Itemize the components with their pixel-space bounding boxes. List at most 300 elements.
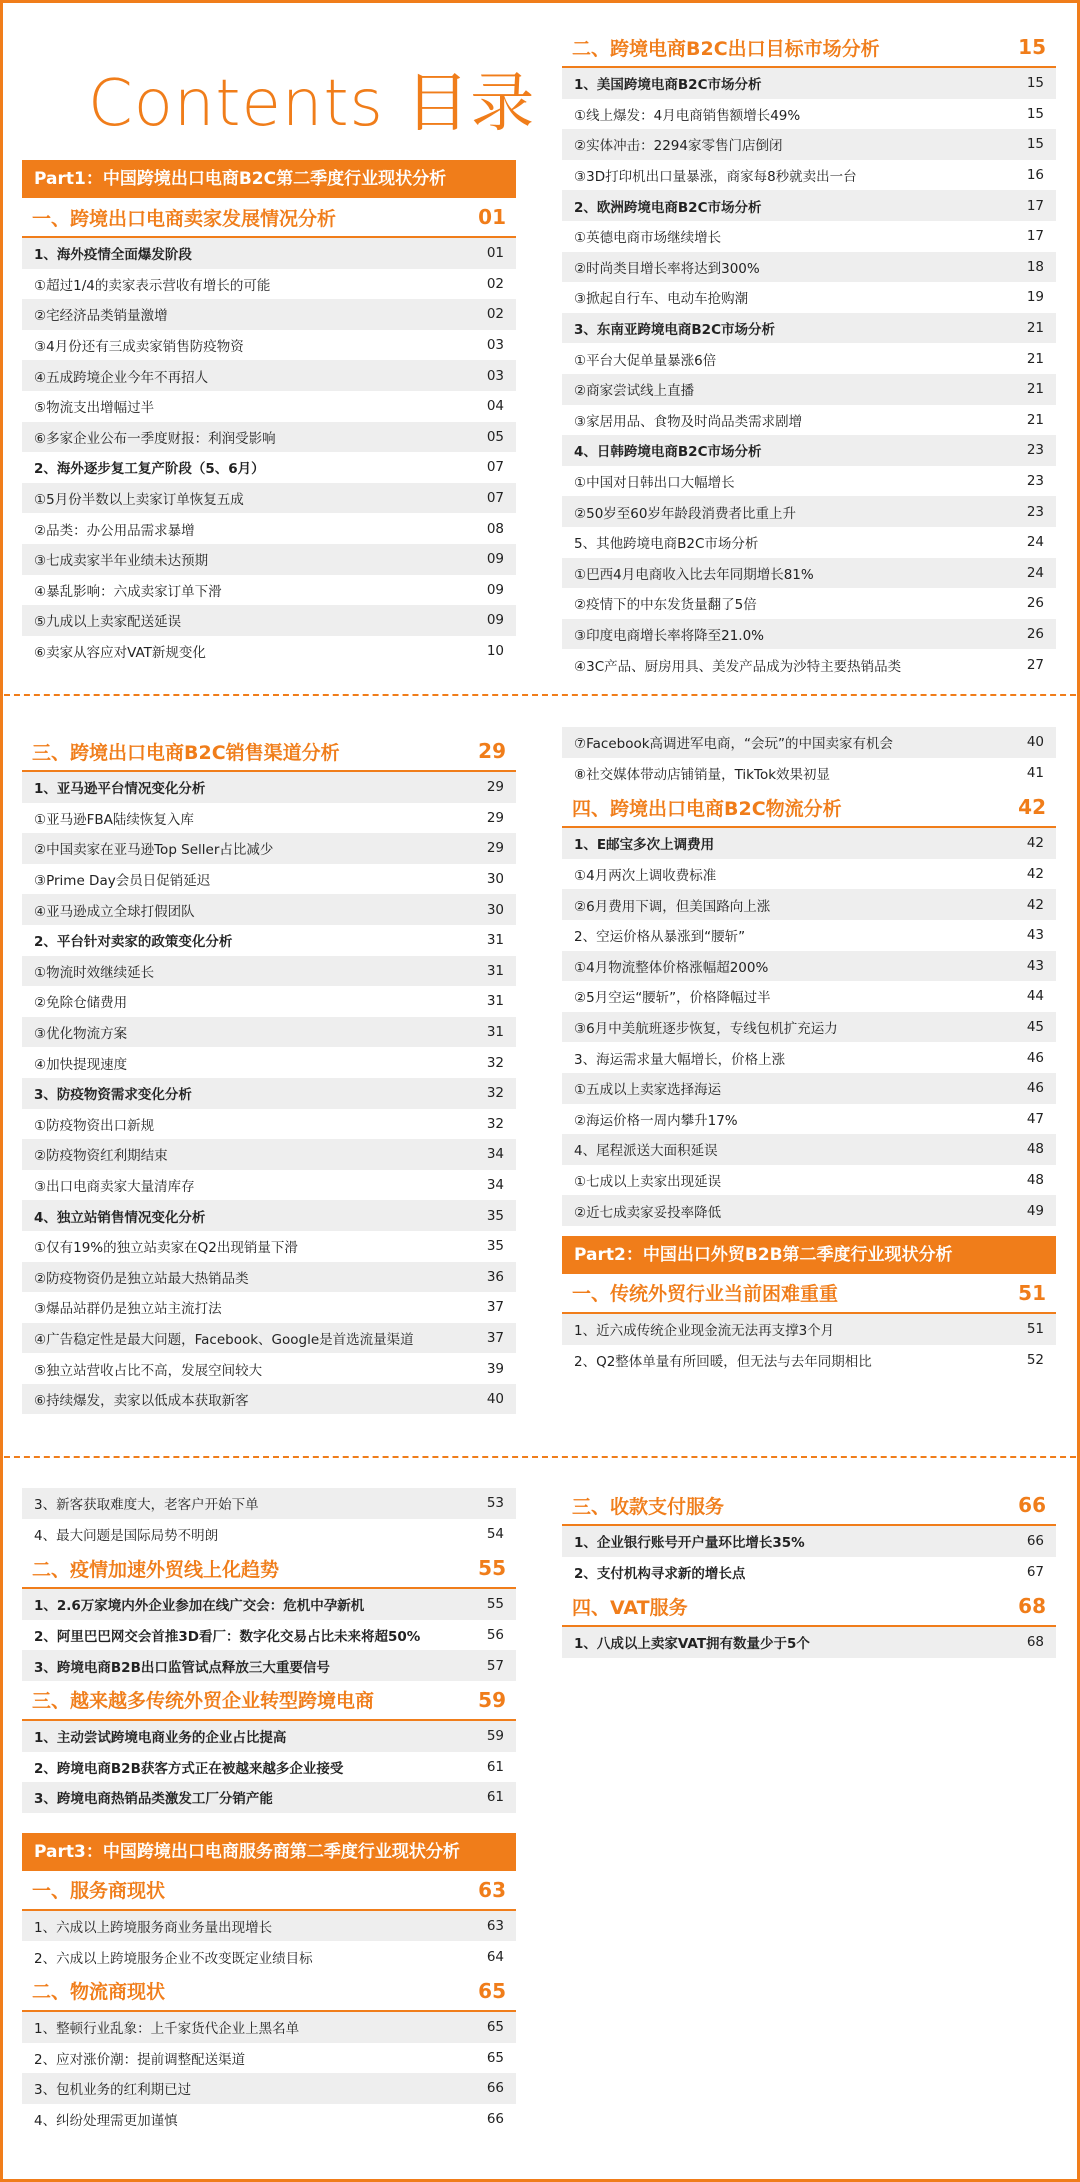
toc-entry-list	[22, 238, 516, 666]
toc-entry-title: 1、2.6万家境内外企业参加在线广交会：危机中孕新机	[34, 1598, 365, 1615]
toc-entry-title: ①4月两次上调收费标准	[574, 868, 717, 885]
toc-entry-page: 29	[486, 779, 504, 796]
section-title: 三、越来越多传统外贸企业转型跨境电商	[32, 1690, 375, 1713]
section-divider	[4, 694, 1076, 696]
toc-entry-page: 21	[1026, 381, 1044, 398]
toc-entry[interactable]	[562, 889, 1056, 920]
section-page-number: 68	[1018, 1594, 1046, 1619]
toc-entry-title: 2、阿里巴巴网交会首推3D看厂：数字化交易占比未来将超50%	[34, 1629, 421, 1646]
toc-entry-title: ②宅经济品类销量激增	[34, 308, 168, 325]
toc-entry-page: 66	[486, 2111, 504, 2128]
toc-entry[interactable]	[22, 238, 516, 269]
section-page-number: 01	[478, 205, 506, 229]
toc-entry-title: ③出口电商卖家大量清库存	[34, 1179, 195, 1196]
toc-entry-title: ⑥卖家从容应对VAT新规变化	[34, 645, 206, 662]
section-title: 三、跨境出口电商B2C销售渠道分析	[32, 741, 340, 764]
toc-entry[interactable]	[562, 649, 1056, 680]
toc-entry-title: ⑥持续爆发，卖家以低成本获取新客	[34, 1393, 249, 1410]
toc-entry[interactable]	[22, 1139, 516, 1170]
toc-entry-page: 26	[1026, 595, 1044, 612]
toc-entry-title: ④暴乱影响：六成卖家订单下滑	[34, 583, 222, 600]
toc-entry-title: ⑤九成以上卖家配送延误	[34, 614, 182, 631]
toc-entry-title: ③3D打印机出口量暴涨，商家每8秒就卖出一台	[574, 169, 857, 186]
toc-entry-list	[562, 1526, 1056, 1587]
toc-entry[interactable]	[22, 360, 516, 391]
section-heading[interactable]	[22, 732, 516, 772]
toc-entry-title: ②商家尝试线上直播	[574, 383, 695, 400]
toc-entry[interactable]	[562, 160, 1056, 191]
toc-entry[interactable]	[562, 727, 1056, 758]
toc-entry-page: 15	[1026, 75, 1044, 92]
toc-entry-page: 15	[1026, 136, 1044, 153]
toc-entry-title: ②海运价格一周内攀升17%	[574, 1112, 738, 1129]
toc-entry-page: 31	[486, 1024, 504, 1041]
toc-entry[interactable]	[562, 588, 1056, 619]
toc-entry-title: ③4月份还有三成卖家销售防疫物资	[34, 339, 244, 356]
toc-entry-title: 2、跨境电商B2B获客方式正在被越来越多企业接受	[34, 1760, 344, 1777]
toc-entry-page: 16	[1026, 167, 1044, 184]
toc-entry-title: ⑦Facebook高调进军电商，“会玩”的中国卖家有机会	[574, 736, 894, 753]
toc-entry[interactable]	[562, 1042, 1056, 1073]
toc-entry-page: 48	[1026, 1141, 1044, 1158]
toc-entry-list	[562, 727, 1056, 788]
toc-entry[interactable]	[562, 1104, 1056, 1135]
toc-entry-page: 17	[1026, 197, 1044, 214]
toc-entry-page: 31	[486, 993, 504, 1010]
toc-entry-title: 3、跨境电商B2B出口监管试点释放三大重要信号	[34, 1659, 330, 1676]
toc-entry[interactable]	[22, 2043, 516, 2074]
toc-entry[interactable]	[22, 1589, 516, 1620]
toc-entry-page: 10	[486, 643, 504, 660]
toc-entry[interactable]	[562, 527, 1056, 558]
toc-entry-page: 42	[1026, 835, 1044, 852]
section-heading[interactable]	[562, 788, 1056, 828]
toc-entry-page: 66	[1026, 1533, 1044, 1550]
spacer	[22, 1823, 516, 1833]
toc-entry-page: 30	[486, 871, 504, 888]
section-page-number: 59	[478, 1687, 506, 1712]
toc-entry-title: ①防疫物资出口新规	[34, 1117, 155, 1134]
toc-entry-title: 2、Q2整体单量有所回暖，但无法与去年同期相比	[574, 1353, 872, 1370]
spacer	[562, 1226, 1056, 1236]
contents-services-column	[562, 1486, 1056, 1658]
toc-entry-title: ③掀起自行车、电动车抢购潮	[574, 291, 749, 308]
section-title: 一、跨境出口电商卖家发展情况分析	[32, 207, 337, 230]
toc-entry[interactable]	[22, 1353, 516, 1384]
toc-entry-title: ②免除仓储费用	[34, 995, 128, 1012]
toc-entry[interactable]	[22, 894, 516, 925]
toc-entry-title: 2、欧洲跨境电商B2C市场分析	[574, 199, 762, 216]
toc-entry[interactable]	[562, 313, 1056, 344]
toc-entry[interactable]	[562, 282, 1056, 313]
toc-entry-title: ③印度电商增长率将降至21.0%	[574, 627, 764, 644]
toc-entry[interactable]	[22, 1078, 516, 1109]
toc-entry[interactable]	[22, 544, 516, 575]
section-heading[interactable]	[562, 1274, 1056, 1314]
toc-entry-page: 27	[1026, 656, 1044, 673]
toc-entry-page: 37	[486, 1299, 504, 1316]
toc-entry[interactable]	[562, 1073, 1056, 1104]
toc-entry[interactable]	[22, 1047, 516, 1078]
toc-entry[interactable]	[22, 2073, 516, 2104]
contents-channels-column	[22, 732, 516, 1414]
toc-entry-title: 4、纠纷处理需更加谨慎	[34, 2113, 178, 2130]
toc-entry[interactable]	[562, 343, 1056, 374]
toc-entry-title: 1、企业银行账号开户量环比增长35%	[574, 1535, 805, 1552]
spacer	[22, 1813, 516, 1823]
toc-entry-title: 1、六成以上跨境服务商业务量出现增长	[34, 1920, 273, 1937]
toc-entry-page: 65	[486, 2049, 504, 2066]
toc-entry-title: ⑥多家企业公布一季度财报：利润受影响	[34, 430, 276, 447]
toc-entry-title: ②50岁至60岁年龄段消费者比重上升	[574, 505, 796, 522]
toc-entry-title: 3、新客获取难度大，老客户开始下单	[34, 1497, 259, 1514]
toc-entry-page: 01	[486, 245, 504, 262]
toc-entry-page: 32	[486, 1115, 504, 1132]
toc-entry-page: 08	[486, 520, 504, 537]
toc-entry-page: 47	[1026, 1110, 1044, 1127]
toc-entry[interactable]	[562, 619, 1056, 650]
toc-entry-page: 23	[1026, 442, 1044, 459]
toc-entry[interactable]	[22, 452, 516, 483]
toc-entry-title: ①仅有19%的独立站卖家在Q2出现销量下滑	[34, 1240, 298, 1257]
toc-entry-page: 07	[486, 490, 504, 507]
toc-entry-page: 48	[1026, 1172, 1044, 1189]
toc-entry-title: ④五成跨境企业今年不再招人	[34, 369, 209, 386]
toc-entry-title: 1、亚马逊平台情况变化分析	[34, 781, 206, 798]
toc-entry[interactable]	[22, 833, 516, 864]
toc-entry[interactable]	[22, 1017, 516, 1048]
toc-entry-page: 30	[486, 901, 504, 918]
toc-entry[interactable]	[562, 859, 1056, 890]
toc-entry[interactable]	[562, 1627, 1056, 1658]
section-page-number: 55	[478, 1556, 506, 1581]
toc-entry-title: ⑤物流支出增幅过半	[34, 400, 155, 417]
page-title-wrap	[88, 52, 535, 144]
section-heading[interactable]	[22, 1681, 516, 1721]
toc-entry-title: ②近七成卖家妥投率降低	[574, 1204, 722, 1221]
toc-entry-title: ④3C产品、厨房用具、美发产品成为沙特主要热销品类	[574, 658, 902, 675]
toc-entry[interactable]	[562, 1012, 1056, 1043]
toc-entry[interactable]	[22, 1231, 516, 1262]
toc-entry-page: 45	[1026, 1019, 1044, 1036]
toc-entry[interactable]	[562, 1526, 1056, 1557]
section-heading[interactable]	[22, 1871, 516, 1911]
toc-entry-page: 61	[486, 1789, 504, 1806]
section-page-number: 42	[1018, 795, 1046, 820]
toc-entry[interactable]	[562, 496, 1056, 527]
toc-entry-title: ①4月物流整体价格涨幅超200%	[574, 959, 769, 976]
toc-entry-list	[562, 1314, 1056, 1375]
toc-entry-title: 1、整顿行业乱象：上千家货代企业上黑名单	[34, 2021, 300, 2038]
section-heading[interactable]	[22, 198, 516, 238]
toc-entry[interactable]	[562, 920, 1056, 951]
toc-entry[interactable]	[22, 299, 516, 330]
toc-entry-page: 23	[1026, 473, 1044, 490]
toc-entry-title: 1、E邮宝多次上调费用	[574, 837, 715, 854]
toc-entry-page: 07	[486, 459, 504, 476]
toc-entry-page: 39	[486, 1360, 504, 1377]
toc-entry[interactable]	[562, 1557, 1056, 1588]
toc-entry-list	[22, 772, 516, 1414]
toc-entry[interactable]	[22, 803, 516, 834]
part-heading: Part2：中国出口外贸B2B第二季度行业现状分析	[562, 1236, 1056, 1274]
page-title: Contents 目录	[88, 67, 536, 141]
toc-entry[interactable]	[22, 269, 516, 300]
toc-entry-page: 02	[486, 306, 504, 323]
section-page-number: 66	[1018, 1493, 1046, 1517]
section-title: 二、跨境电商B2C出口目标市场分析	[572, 37, 880, 60]
toc-entry[interactable]	[562, 435, 1056, 466]
toc-entry-page: 37	[486, 1329, 504, 1346]
toc-entry-page: 23	[1026, 503, 1044, 520]
toc-entry-title: ⑧社交媒体带动店铺销量，TikTok效果初显	[574, 766, 831, 783]
toc-entry-page: 05	[486, 428, 504, 445]
toc-entry-title: ①中国对日韩出口大幅增长	[574, 475, 735, 492]
toc-entry-page: 03	[486, 337, 504, 354]
toc-entry-page: 65	[486, 2019, 504, 2036]
toc-entry[interactable]	[22, 2012, 516, 2043]
toc-entry-title: 2、六成以上跨境服务企业不改变既定业绩目标	[34, 1950, 313, 1967]
toc-entry-title: ②中国卖家在亚马逊Top Seller占比减少	[34, 842, 274, 859]
toc-entry-page: 02	[486, 275, 504, 292]
toc-entry-title: ②实体冲击：2294家零售门店倒闭	[574, 138, 783, 155]
part-heading: Part3：中国跨境出口电商服务商第二季度行业现状分析	[22, 1833, 516, 1871]
toc-entry[interactable]	[22, 1752, 516, 1783]
contents-part1-column	[22, 160, 516, 666]
toc-entry-title: 1、八成以上卖家VAT拥有数量少于5个	[574, 1636, 810, 1653]
toc-entry-page: 36	[486, 1268, 504, 1285]
section-page-number: 15	[1018, 35, 1046, 59]
toc-entry[interactable]	[562, 558, 1056, 589]
toc-entry-page: 24	[1026, 534, 1044, 551]
toc-entry[interactable]	[562, 252, 1056, 283]
toc-entry-title: ②6月费用下调，但美国路向上涨	[574, 898, 771, 915]
toc-entry-title: 2、平台针对卖家的政策变化分析	[34, 934, 233, 951]
toc-entry[interactable]	[562, 1134, 1056, 1165]
toc-entry-list	[562, 68, 1056, 680]
toc-entry-title: 4、独立站销售情况变化分析	[34, 1209, 206, 1226]
toc-entry-page: 44	[1026, 988, 1044, 1005]
toc-entry-title: ②防疫物资红利期结束	[34, 1148, 168, 1165]
toc-entry-page: 32	[486, 1054, 504, 1071]
section-heading[interactable]	[562, 1486, 1056, 1526]
contents-part2-part3-column	[22, 1488, 516, 2134]
section-title: 三、收款支付服务	[572, 1495, 725, 1518]
toc-entry-title: ①5月份半数以上卖家订单恢复五成	[34, 492, 244, 509]
section-title: 二、疫情加速外贸线上化趋势	[32, 1558, 280, 1581]
toc-entry[interactable]	[22, 864, 516, 895]
toc-entry-page: 34	[486, 1146, 504, 1163]
toc-entry[interactable]	[22, 1292, 516, 1323]
toc-entry[interactable]	[22, 636, 516, 667]
toc-entry[interactable]	[562, 1314, 1056, 1345]
toc-entry-title: ①七成以上卖家出现延误	[574, 1174, 722, 1191]
toc-entry[interactable]	[22, 1109, 516, 1140]
toc-entry-page: 35	[486, 1238, 504, 1255]
toc-entry[interactable]	[22, 1650, 516, 1681]
toc-entry-page: 46	[1026, 1049, 1044, 1066]
toc-entry[interactable]	[22, 1911, 516, 1942]
toc-entry[interactable]	[562, 129, 1056, 160]
toc-entry-title: ⑤独立站营收占比不高，发展空间较大	[34, 1362, 263, 1379]
toc-entry[interactable]	[22, 330, 516, 361]
toc-entry-title: ③爆品站群仍是独立站主流打法	[34, 1301, 222, 1318]
toc-entry[interactable]	[562, 68, 1056, 99]
toc-entry[interactable]	[22, 1170, 516, 1201]
toc-entry[interactable]	[22, 1721, 516, 1752]
toc-entry-title: ③七成卖家半年业绩未达预期	[34, 553, 209, 570]
toc-entry-page: 32	[486, 1085, 504, 1102]
toc-entry-page: 04	[486, 398, 504, 415]
toc-entry[interactable]	[562, 951, 1056, 982]
toc-entry-title: ①线上爆发：4月电商销售额增长49%	[574, 107, 801, 124]
toc-entry-title: 2、空运价格从暴涨到“腰斩”	[574, 929, 746, 946]
toc-entry-page: 40	[1026, 734, 1044, 751]
toc-entry[interactable]	[22, 986, 516, 1017]
toc-entry-page: 21	[1026, 320, 1044, 337]
toc-entry-page: 51	[1026, 1321, 1044, 1338]
toc-entry[interactable]	[22, 422, 516, 453]
toc-entry-page: 43	[1026, 957, 1044, 974]
toc-entry[interactable]	[562, 221, 1056, 252]
toc-entry-title: 1、美国跨境电商B2C市场分析	[574, 77, 762, 94]
toc-entry[interactable]	[22, 1620, 516, 1651]
toc-entry-title: ①物流时效继续延长	[34, 964, 155, 981]
toc-entry[interactable]	[22, 1782, 516, 1813]
toc-entry-title: ①平台大促单量暴涨6倍	[574, 352, 717, 369]
section-page-number: 63	[478, 1877, 506, 1902]
toc-entry-page: 15	[1026, 105, 1044, 122]
toc-entry-title: 1、近六成传统企业现金流无法再支撑3个月	[574, 1323, 835, 1340]
toc-entry[interactable]	[562, 758, 1056, 789]
section-heading[interactable]	[22, 1972, 516, 2012]
toc-entry[interactable]	[562, 828, 1056, 859]
toc-entry-title: ④亚马逊成立全球打假团队	[34, 903, 195, 920]
toc-entry-page: 31	[486, 962, 504, 979]
toc-entry[interactable]	[22, 772, 516, 803]
toc-entry[interactable]	[562, 1345, 1056, 1376]
toc-entry-page: 18	[1026, 258, 1044, 275]
toc-entry-page: 52	[1026, 1351, 1044, 1368]
toc-entry[interactable]	[22, 2104, 516, 2135]
toc-entry-page: 40	[486, 1391, 504, 1408]
section-heading[interactable]	[562, 1587, 1056, 1627]
toc-entry-title: 1、海外疫情全面爆发阶段	[34, 247, 192, 264]
section-title: 一、服务商现状	[32, 1880, 166, 1903]
toc-entry-title: 3、跨境电商热销品类激发工厂分销产能	[34, 1791, 273, 1808]
toc-entry-page: 29	[486, 809, 504, 826]
toc-entry-page: 56	[486, 1627, 504, 1644]
toc-entry-title: ③Prime Day会员日促销延迟	[34, 873, 211, 890]
toc-entry[interactable]	[562, 1195, 1056, 1226]
section-title: 二、物流商现状	[32, 1981, 166, 2004]
toc-entry-title: ②5月空运“腰斩”，价格降幅过半	[574, 990, 771, 1007]
toc-entry-page: 21	[1026, 411, 1044, 428]
toc-entry-title: ②防疫物资仍是独立站最大热销品类	[34, 1270, 249, 1287]
toc-entry-title: ③优化物流方案	[34, 1026, 128, 1043]
toc-entry-title: 2、应对涨价潮：提前调整配送渠道	[34, 2051, 246, 2068]
toc-entry-title: ②品类：办公用品需求暴增	[34, 522, 195, 539]
toc-entry-title: 4、日韩跨境电商B2C市场分析	[574, 444, 762, 461]
section-heading[interactable]	[22, 1549, 516, 1589]
toc-entry-list	[22, 2012, 516, 2134]
toc-entry-page: 61	[486, 1758, 504, 1775]
toc-entry-page: 54	[486, 1525, 504, 1542]
toc-entry[interactable]	[22, 575, 516, 606]
toc-entry-page: 68	[1026, 1634, 1044, 1651]
toc-entry-title: ③家居用品、食物及时尚品类需求剧增	[574, 413, 803, 430]
toc-entry[interactable]	[22, 391, 516, 422]
toc-entry-page: 57	[486, 1657, 504, 1674]
section-title: 四、跨境出口电商B2C物流分析	[572, 797, 842, 820]
toc-entry-page: 35	[486, 1207, 504, 1224]
toc-entry-page: 66	[486, 2080, 504, 2097]
toc-entry[interactable]	[562, 1165, 1056, 1196]
toc-entry-page: 09	[486, 581, 504, 598]
toc-entry-list	[22, 1911, 516, 1972]
toc-entry[interactable]	[562, 190, 1056, 221]
toc-entry[interactable]	[22, 1384, 516, 1415]
toc-entry[interactable]	[22, 483, 516, 514]
toc-entry-title: ④广告稳定性是最大问题，Facebook、Google是首选流量渠道	[34, 1331, 414, 1348]
toc-entry-list	[562, 828, 1056, 1226]
toc-entry[interactable]	[22, 1200, 516, 1231]
toc-entry[interactable]	[22, 1519, 516, 1550]
toc-entry[interactable]	[22, 605, 516, 636]
section-page-number: 51	[1018, 1280, 1046, 1305]
toc-entry-title: ①超过1/4的卖家表示营收有增长的可能	[34, 277, 271, 294]
toc-entry-list	[22, 1488, 516, 1549]
toc-entry[interactable]	[22, 1323, 516, 1354]
section-heading[interactable]	[562, 28, 1056, 68]
contents-logistics-column	[562, 727, 1056, 1375]
toc-entry-page: 49	[1026, 1202, 1044, 1219]
toc-entry[interactable]	[22, 513, 516, 544]
toc-entry[interactable]	[562, 374, 1056, 405]
toc-entry-list	[22, 1721, 516, 1813]
toc-entry-page: 29	[486, 840, 504, 857]
toc-entry[interactable]	[22, 1941, 516, 1972]
toc-entry[interactable]	[562, 405, 1056, 436]
toc-entry-page: 64	[486, 1948, 504, 1965]
toc-entry-page: 42	[1026, 866, 1044, 883]
toc-entry[interactable]	[562, 99, 1056, 130]
toc-entry-title: 2、海外逐步复工复产阶段（5、6月）	[34, 461, 265, 478]
toc-entry-page: 26	[1026, 625, 1044, 642]
section-page-number: 29	[478, 739, 506, 763]
toc-entry[interactable]	[22, 925, 516, 956]
toc-entry-list	[562, 1627, 1056, 1658]
toc-entry-title: ①五成以上卖家选择海运	[574, 1082, 722, 1099]
toc-entry[interactable]	[22, 956, 516, 987]
toc-entry[interactable]	[562, 466, 1056, 497]
toc-entry[interactable]	[22, 1488, 516, 1519]
toc-entry-title: 4、最大问题是国际局势不明朗	[34, 1527, 219, 1544]
toc-entry[interactable]	[22, 1262, 516, 1293]
toc-entry-title: ③6月中美航班逐步恢复，专线包机扩充运力	[574, 1021, 838, 1038]
toc-entry-page: 43	[1026, 927, 1044, 944]
toc-entry-title: 5、其他跨境电商B2C市场分析	[574, 536, 759, 553]
toc-entry-page: 53	[486, 1495, 504, 1512]
toc-entry-title: ①英德电商市场继续增长	[574, 230, 722, 247]
toc-entry-page: 42	[1026, 896, 1044, 913]
toc-entry[interactable]	[562, 981, 1056, 1012]
toc-entry-page: 59	[486, 1728, 504, 1745]
toc-entry-title: 2、支付机构寻求新的增长点	[574, 1565, 746, 1582]
toc-entry-list	[22, 1589, 516, 1681]
toc-entry-title: 4、尾程派送大面积延误	[574, 1143, 718, 1160]
toc-entry-page: 17	[1026, 228, 1044, 245]
